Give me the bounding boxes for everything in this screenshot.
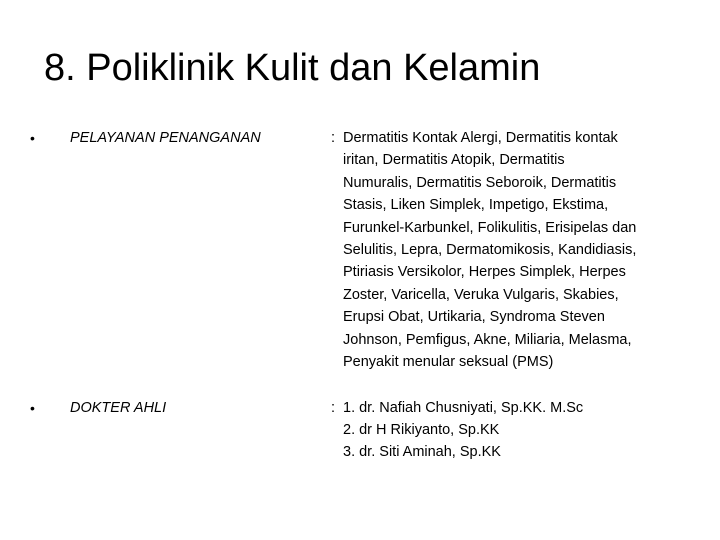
description-line: Stasis, Liken Simplek, Impetigo, Ekstima,: [343, 197, 609, 214]
description-line: iritan, Dermatitis Atopik, Dermatitis: [343, 152, 565, 169]
service-label: PELAYANAN PENANGANAN: [70, 130, 261, 146]
colon: :: [331, 400, 336, 416]
doctor-label: DOKTER AHLI: [70, 400, 167, 416]
service-description: [343, 127, 673, 373]
bullet: •: [30, 130, 35, 146]
description-line: Numuralis, Dermatitis Seboroik, Dermatitis: [343, 174, 617, 191]
doctor-item: 2. dr H Rikiyanto, Sp.KK: [343, 422, 500, 438]
doctor-item: 3. dr. Siti Aminah, Sp.KK: [343, 444, 501, 460]
description-line: Ptiriasis Versikolor, Herpes Simplek, Herpes: [343, 264, 626, 281]
description-line: Furunkel-Karbunkel, Folikulitis, Erisipelas dan: [343, 219, 637, 236]
description-line: Penyakit menular seksual (PMS): [343, 354, 554, 371]
description-line: Zoster, Varicella, Veruka Vulgaris, Skabies,: [343, 286, 619, 303]
bullet: •: [30, 400, 35, 416]
description-line: Johnson, Pemfigus, Akne, Miliaria, Melasma,: [343, 331, 632, 348]
description-line: Selulitis, Lepra, Dermatomikosis, Kandidiasis,: [343, 242, 637, 259]
description-line: Dermatitis Kontak Alergi, Dermatitis kontak: [343, 130, 618, 146]
page-title: 8. Poliklinik Kulit dan Kelamin: [44, 47, 541, 89]
colon: :: [331, 130, 336, 146]
doctor-list: [343, 397, 583, 463]
description-line: Erupsi Obat, Urtikaria, Syndroma Steven: [343, 309, 605, 326]
doctor-item: 1. dr. Nafiah Chusniyati, Sp.KK. M.Sc: [343, 400, 584, 416]
